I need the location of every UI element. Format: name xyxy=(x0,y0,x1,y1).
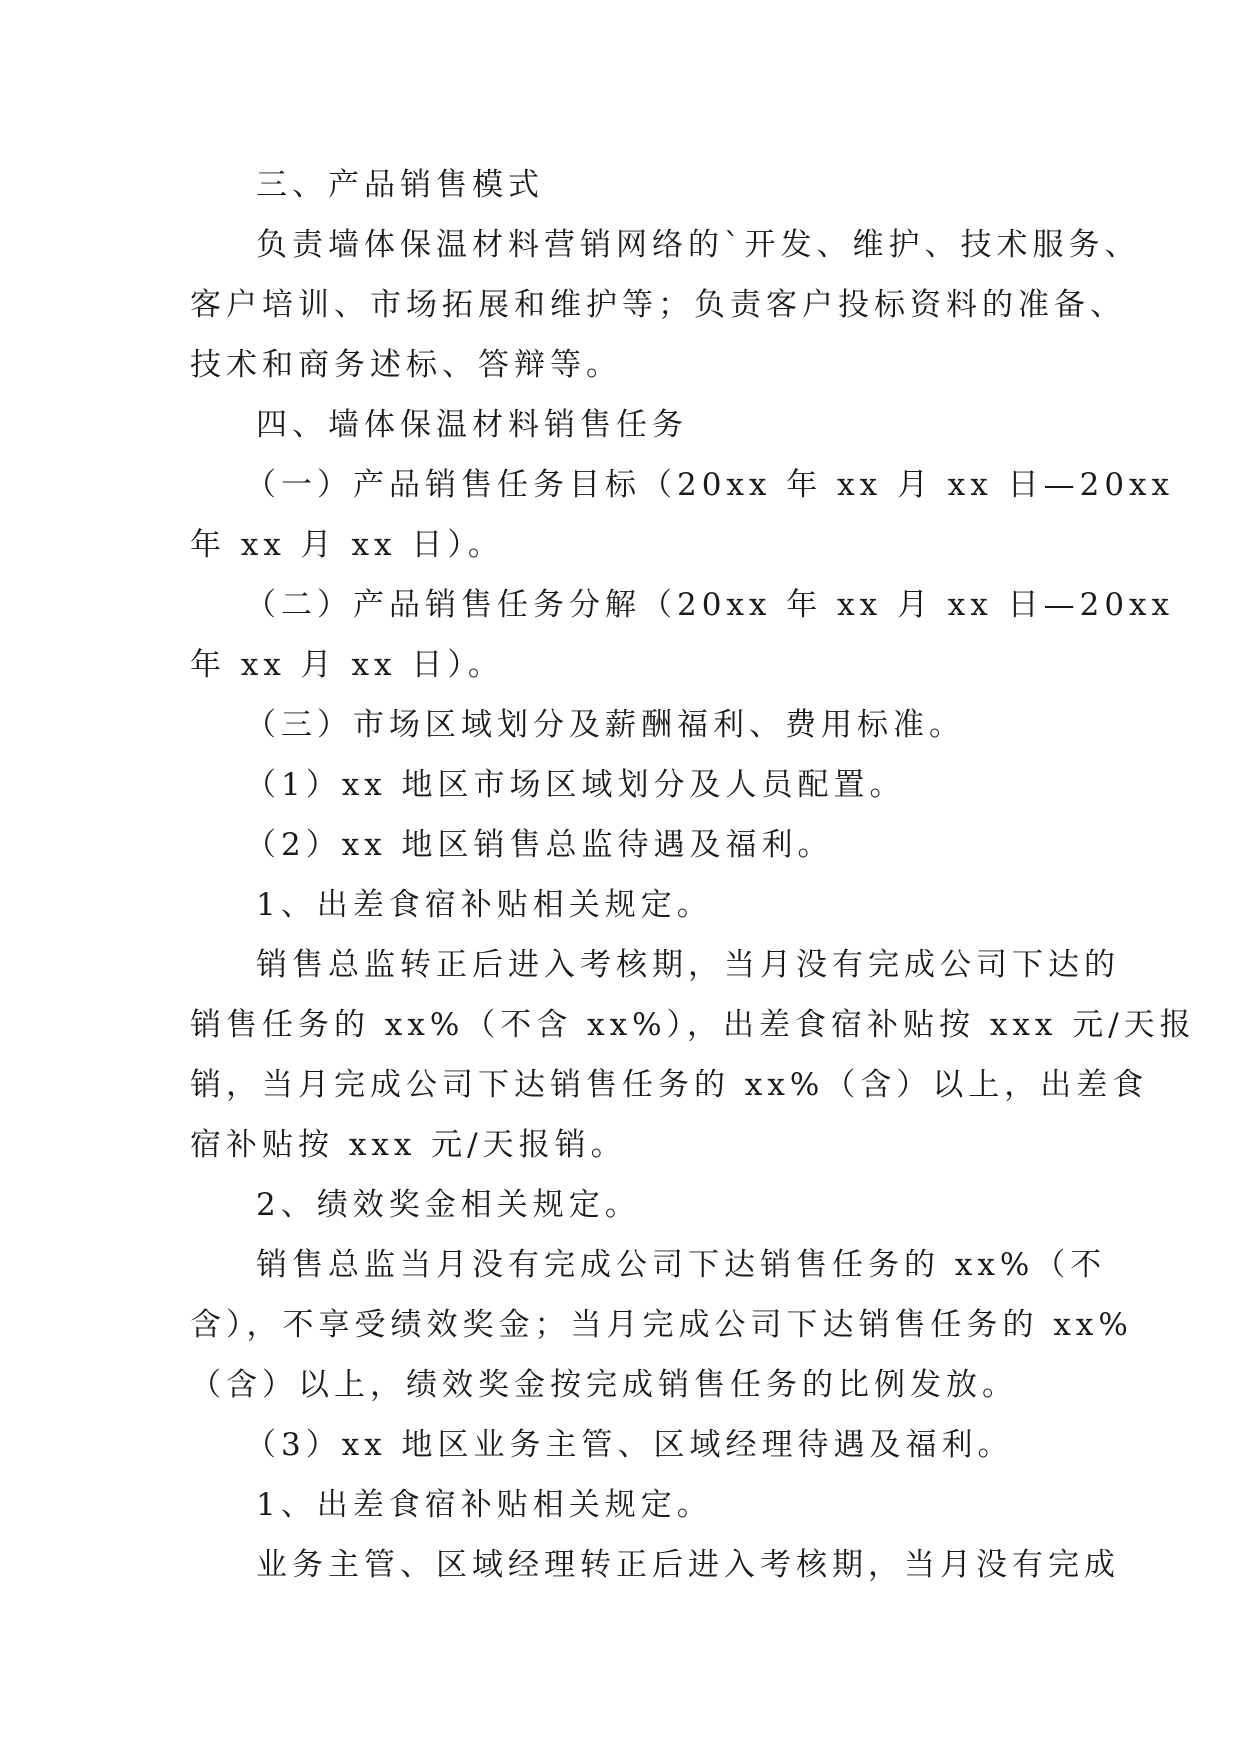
list-item-heading: （2）xx 地区销售总监待遇及福利。 xyxy=(245,827,834,863)
list-item-heading: （1）xx 地区市场区域划分及人员配置。 xyxy=(245,767,906,803)
section-heading-3: 三、产品销售模式 xyxy=(256,167,544,203)
paragraph-line: 销售任务的 xx%（不含 xx%），出差食宿补贴按 xxx 元/天报 xyxy=(190,1007,1196,1043)
paragraph-line: 销售总监转正后进入考核期，当月没有完成公司下达的 xyxy=(256,947,1120,983)
paragraph-line: 业务主管、区域经理转正后进入考核期，当月没有完成 xyxy=(256,1547,1120,1583)
paragraph-line: 年 xx 月 xx 日）。 xyxy=(190,647,504,683)
list-item-heading: （3）xx 地区业务主管、区域经理待遇及福利。 xyxy=(245,1427,1014,1463)
document-text xyxy=(190,155,1196,1595)
paragraph-line: 宿补贴按 xxx 元/天报销。 xyxy=(190,1127,627,1163)
rule-heading: 1、出差食宿补贴相关规定。 xyxy=(256,1487,713,1523)
paragraph-line: 负责墙体保温材料营销网络的`开发、维护、技术服务、 xyxy=(256,227,1141,263)
paragraph-line: （含）以上，绩效奖金按完成销售任务的比例发放。 xyxy=(190,1367,1018,1403)
paragraph-line: 销售总监当月没有完成公司下达销售任务的 xx%（不 xyxy=(256,1247,1107,1283)
rule-heading: 2、绩效奖金相关规定。 xyxy=(256,1187,641,1223)
paragraph-line: 年 xx 月 xx 日）。 xyxy=(190,527,504,563)
rule-heading: 1、出差食宿补贴相关规定。 xyxy=(256,887,713,923)
subsection-heading: （三）市场区域划分及薪酬福利、费用标准。 xyxy=(245,707,965,743)
paragraph-line: 含），不享受绩效奖金；当月完成公司下达销售任务的 xx% xyxy=(190,1307,1133,1343)
document-body xyxy=(190,155,1196,1595)
section-heading-4: 四、墙体保温材料销售任务 xyxy=(256,407,688,443)
subsection-heading: （二）产品销售任务分解（20xx 年 xx 月 xx 日—20xx xyxy=(245,587,1175,623)
subsection-heading: （一）产品销售任务目标（20xx 年 xx 月 xx 日—20xx xyxy=(245,467,1175,503)
paragraph-line: 技术和商务述标、答辩等。 xyxy=(190,347,622,383)
paragraph-line: 销，当月完成公司下达销售任务的 xx%（含）以上，出差食 xyxy=(190,1067,1149,1103)
paragraph-line: 客户培训、市场拓展和维护等；负责客户投标资料的准备、 xyxy=(190,287,1126,323)
